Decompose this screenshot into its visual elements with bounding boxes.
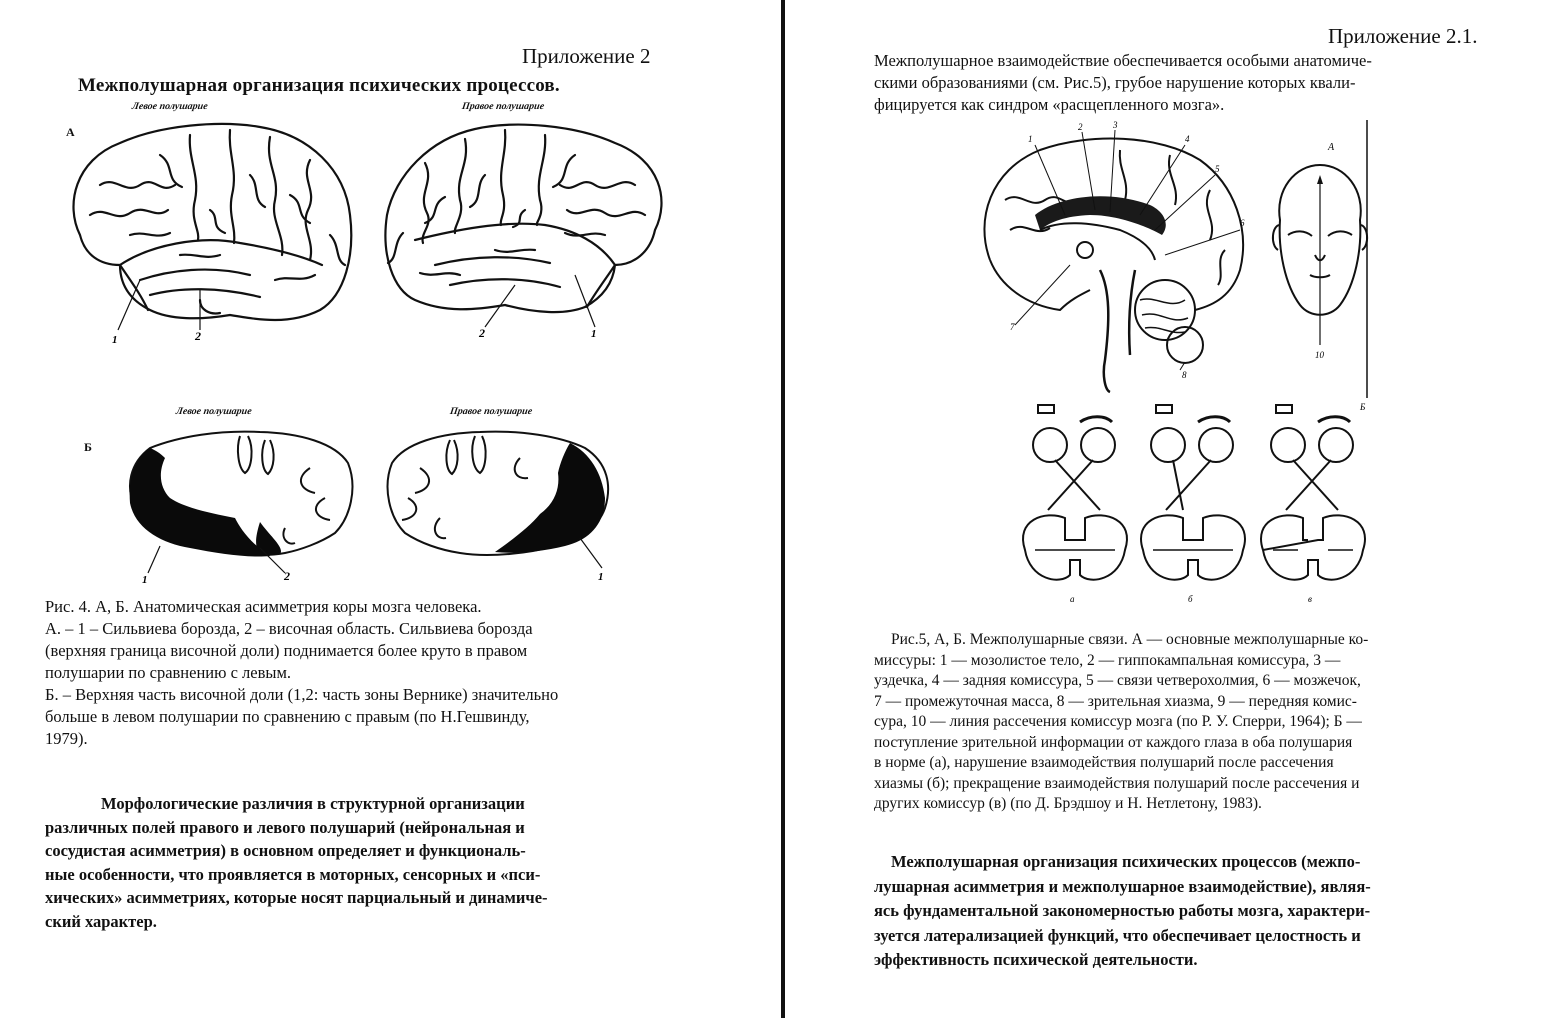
- body-paragraph-right: [874, 850, 1506, 973]
- caption-line: других комиссур (в) (по Д. Брэдшоу и Н. Нетлетону, 1983).: [874, 795, 1262, 812]
- figure-5-panel-b: [1010, 400, 1330, 610]
- figure-b-left-section: [110, 418, 360, 588]
- sagittal-number-5: 5: [1215, 164, 1220, 174]
- caption-line: Рис.5, А, Б. Межполушарные связи. А — основные межполушарные ко-: [891, 631, 1369, 648]
- body-line: лушарная асимметрия и межполушарное взаимодействие), являя-: [874, 876, 1371, 896]
- body-line: ский характер.: [45, 911, 157, 931]
- figure-a-left-brain: [60, 115, 360, 355]
- figure-a-right-hemisphere-label: Правое полушарие: [461, 101, 545, 112]
- figure-4-caption: [45, 596, 677, 750]
- appendix-label-left: Приложение 2: [522, 44, 651, 68]
- body-line: ясь фундаментальной закономерностью работы мозга, характери-: [874, 901, 1371, 920]
- sagittal-number-8: 8: [1182, 370, 1187, 380]
- sagittal-number-2: 2: [1078, 122, 1083, 132]
- sagittal-number-1: 1: [1028, 134, 1033, 144]
- page-divider: [781, 0, 785, 1018]
- figure-a-letter: А: [66, 125, 75, 139]
- body-paragraph-left: [45, 792, 677, 933]
- caption-line: больше в левом полушарии по сравнению с правым (по Н.Гешвинду,: [45, 707, 530, 726]
- head-number-10: 10: [1315, 350, 1324, 360]
- body-line: Межполушарная организация психических процессов (межпо-: [891, 852, 1361, 871]
- figure-a-left-marker-2: 2: [195, 329, 201, 343]
- intro-line: фицируется как синдром «расщепленного мозга».: [874, 95, 1225, 114]
- caption-line: 1979).: [45, 729, 88, 748]
- figure-5-caption: [874, 630, 1506, 815]
- sagittal-number-7: 7: [1010, 322, 1015, 332]
- caption-line: 7 — промежуточная масса, 8 — зрительная хиазма, 9 — передняя комис-: [874, 692, 1357, 710]
- body-line: зуется латерализацией функций, что обеспечивает целостность и: [874, 925, 1361, 945]
- intro-line: Межполушарное взаимодействие обеспечивается особыми анатомиче-: [874, 51, 1372, 70]
- body-line: эффективность психической деятельности.: [874, 950, 1198, 969]
- body-line: различных полей правого и левого полушарий (нейрональная и: [45, 817, 525, 837]
- diagram-tag-b: б: [1188, 594, 1193, 604]
- caption-line: Б. – Верхняя часть височной доли (1,2: часть зоны Вернике) значительно: [45, 685, 559, 704]
- caption-line: хиазмы (б); прекращение взаимодействия полушарий после рассечения и: [874, 774, 1360, 792]
- intro-line: скими образованиями (см. Рис.5), грубое нарушение которых квали-: [874, 73, 1356, 92]
- figure-a-right-brain: [375, 115, 675, 355]
- intro-paragraph-right: [874, 50, 1506, 116]
- caption-line: в норме (а), нарушение взаимодействия полушарий после рассечения: [874, 754, 1334, 771]
- figure-5-panel-a: [970, 120, 1380, 412]
- figure-b-right-hemisphere-label: Правое полушарие: [449, 406, 533, 417]
- figure-a-right-marker-1: 1: [591, 328, 597, 340]
- diagram-tag-a: а: [1070, 594, 1075, 604]
- figure-a-left-marker-1: 1: [112, 334, 118, 346]
- figure-b-left-marker-2: 2: [284, 569, 290, 583]
- body-line: хических» асимметриях, которые носят парциальный и динамиче-: [45, 888, 548, 907]
- caption-line: уздечка, 4 — задняя комиссура, 5 — связи четверохолмия, 6 — мозжечок,: [874, 672, 1361, 689]
- body-line: сосудистая асимметрия) в основном определяет и функциональ-: [45, 841, 526, 860]
- figure-b-left-hemisphere-label: Левое полушарие: [175, 406, 253, 417]
- body-line: Морфологические различия в структурной организации: [101, 794, 525, 813]
- panel-b-label: Б: [1360, 402, 1366, 412]
- body-line: ные особенности, что проявляется в моторных, сенсорных и «пси-: [45, 864, 541, 884]
- caption-line: Рис. 4. А, Б. Анатомическая асимметрия коры мозга человека.: [45, 597, 482, 616]
- figure-a-left-hemisphere-label: Левое полушарие: [131, 101, 209, 112]
- figure-b-letter: Б: [84, 440, 92, 454]
- sagittal-number-6: 6: [1240, 218, 1245, 228]
- page-title-left: Межполушарная организация психических процессов.: [78, 75, 560, 96]
- caption-line: А. – 1 – Сильвиева борозда, 2 – височная область. Сильвиева борозда: [45, 619, 533, 638]
- panel-a-label: А: [1328, 142, 1335, 153]
- figure-b-left-marker-1: 1: [142, 574, 148, 586]
- figure-a-right-marker-2: 2: [479, 326, 485, 340]
- figure-b-right-marker-1: 1: [598, 571, 604, 583]
- appendix-label-right: Приложение 2.1.: [1328, 24, 1478, 48]
- figure-b-right-section: [380, 418, 630, 588]
- sagittal-number-4: 4: [1185, 134, 1190, 144]
- sagittal-number-3: 3: [1113, 120, 1118, 130]
- caption-line: миссуры: 1 — мозолистое тело, 2 — гиппокампальная комиссура, 3 —: [874, 651, 1341, 669]
- diagram-tag-v: в: [1308, 594, 1312, 604]
- caption-line: (верхняя граница височной доли) поднимается более круто в правом: [45, 641, 528, 660]
- caption-line: полушарии по сравнению с левым.: [45, 663, 292, 682]
- caption-line: сура, 10 — линия рассечения комиссур мозга (по Р. У. Сперри, 1964); Б —: [874, 713, 1362, 730]
- caption-line: поступление зрительной информации от каждого глаза в оба полушария: [874, 733, 1353, 751]
